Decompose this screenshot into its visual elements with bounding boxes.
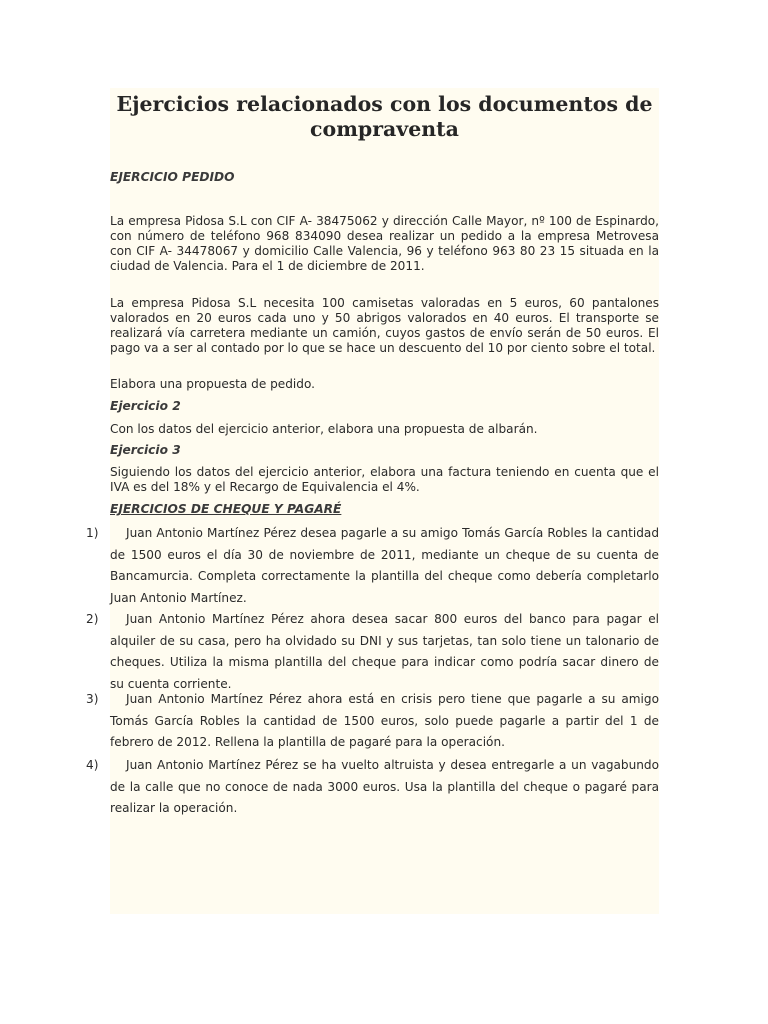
exercise-3-heading: Ejercicio 3 bbox=[110, 443, 181, 457]
exercise-2-text: Con los datos del ejercicio anterior, elabora una propuesta de albarán. bbox=[110, 422, 538, 436]
list-item-number: 3) bbox=[86, 692, 99, 706]
paragraph-order-details: La empresa Pidosa S.L necesita 100 camisetas valoradas en 5 euros, 60 pantalones valorados en 20 euros cada uno y 50 abrigos valorados en 40 euros. El transporte se realizará vía carretera mediante un camión, cuyos gastos de envío serán de 50 euros. El pago va a ser al contado por lo que se hace un descuento del 10 por ciento sobre el total. bbox=[110, 296, 659, 355]
exercise-2-heading: Ejercicio 2 bbox=[110, 399, 181, 413]
list-item-text: Juan Antonio Martínez Pérez ahora desea sacar 800 euros del banco para pagar el alquiler de su casa, pero ha olvidado su DNI y sus tarjetas, tan solo tiene un talonario de cheques. Utiliza la misma plantilla del cheque para indicar como podría sacar dinero de su cuenta corriente. bbox=[110, 612, 659, 691]
list-item bbox=[86, 609, 659, 695]
list-item-number: 2) bbox=[86, 612, 99, 626]
section-heading-cheque-pagare: EJERCICIOS DE CHEQUE Y PAGARÉ bbox=[110, 502, 342, 516]
section-heading-pedido: EJERCICIO PEDIDO bbox=[110, 170, 235, 184]
list-item bbox=[86, 689, 659, 754]
document-title: Ejercicios relacionados con los documentos de compraventa bbox=[116, 92, 653, 141]
list-item-text: Juan Antonio Martínez Pérez se ha vuelto altruista y desea entregarle a un vagabundo de la calle que no conoce de nada 3000 euros. Usa la plantilla del cheque o pagaré para realizar la operación. bbox=[110, 758, 659, 815]
exercise-3-text: Siguiendo los datos del ejercicio anterior, elabora una factura teniendo en cuenta que el IVA es del 18% y el Recargo de Equivalencia el 4%. bbox=[110, 465, 659, 494]
list-item bbox=[86, 755, 659, 820]
paragraph-company-details: La empresa Pidosa S.L con CIF A- 38475062 y dirección Calle Mayor, nº 100 de Espinardo, con número de teléfono 968 834090 desea realizar un pedido a la empresa Metrovesa con CIF A- 34478067 y domicilio Calle Valencia, 96 y teléfono 963 80 23 15 situada en la ciudad de Valencia. Para el 1 de diciembre de 2011. bbox=[110, 214, 659, 273]
list-item-text: Juan Antonio Martínez Pérez ahora está en crisis pero tiene que pagarle a su amigo Tomás García Robles la cantidad de 1500 euros, solo puede pagarle a partir del 1 de febrero de 2012. Rellena la plantilla de pagaré para la operación. bbox=[110, 692, 659, 749]
list-item-number: 4) bbox=[86, 758, 99, 772]
paragraph-order-instruction: Elabora una propuesta de pedido. bbox=[110, 377, 315, 391]
list-item bbox=[86, 523, 659, 609]
list-item-text: Juan Antonio Martínez Pérez desea pagarle a su amigo Tomás García Robles la cantidad de 1500 euros el día 30 de noviembre de 2011, mediante un cheque de su cuenta de Bancamurcia. Completa correctamente la plantilla del cheque como debería completarlo Juan Antonio Martínez. bbox=[110, 526, 659, 605]
list-item-number: 1) bbox=[86, 526, 99, 540]
